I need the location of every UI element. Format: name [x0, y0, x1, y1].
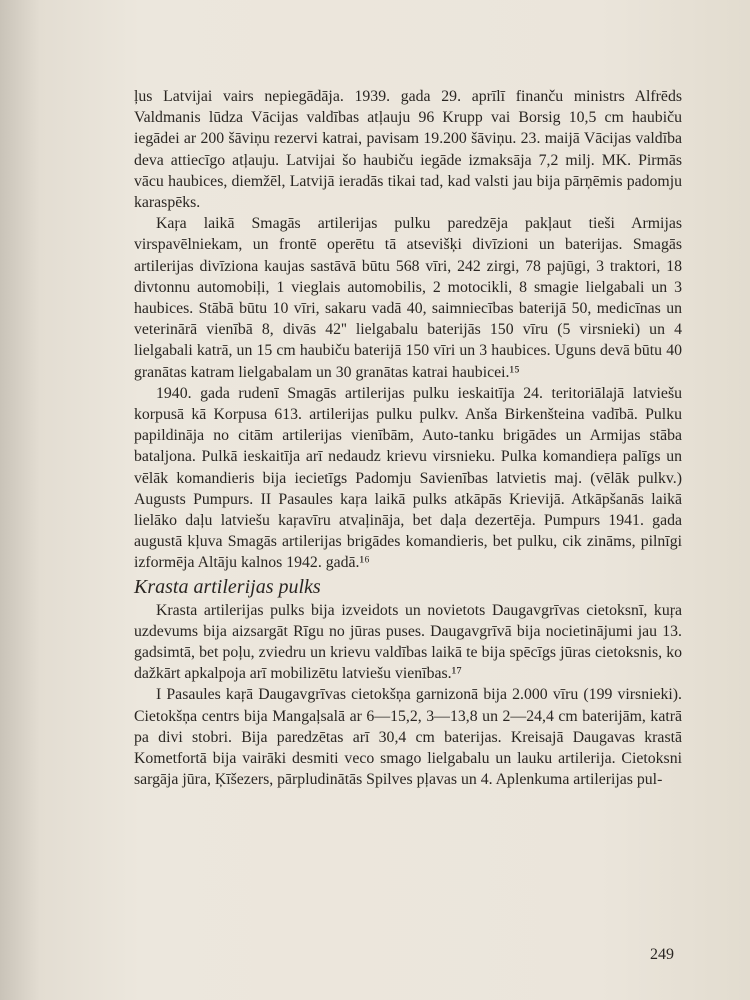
paragraph-2: Kaŗa laikā Smagās artilerijas pulku paredzēja pakļaut tieši Armijas virspavēlniekam, un frontē operētu tā atsevišķi divīzioni un baterijas. Smagās artilerijas divīziona kaujas sastāvā būtu 568 vīri, 242 zirgi, 78 pajūgi, 3 traktori, 18 divtonnu automobiļi, 1 vieglais automobilis, 2 motocikli, 8 smagie lielgabali un 3 haubices. Stābā būtu 10 vīri, sakaru vadā 40, saimniecības baterijā 50, medicīnas un veterinārā vienībā 8, divās 42'' lielgabalu baterijās 150 vīru (5 virsnieki) un 4 lielgabali katrā, un 15 cm haubiču baterijā 150 vīri un 3 haubices. Uguns devā būtu 40 granātas katram lielgabalam un 30 granātas katrai haubicei.¹⁵: [134, 215, 682, 381]
body-text: [134, 86, 682, 791]
page-number: 249: [650, 946, 674, 963]
section-heading: Krasta artilerijas pulks: [134, 575, 321, 598]
paragraph-3: 1940. gada rudenī Smagās artilerijas pulku ieskaitīja 24. teritoriālajā latviešu korpusā kā Korpusa 613. artilerijas pulku pulkv. Anša Birkenšteina vadībā. Pulku papildināja no citām artilerijas vienībām, Auto-tanku brigādes un Armijas stāba bataljona. Pulkā ieskaitīja arī nedaudz krievu virsnieku. Pulka komandieŗa palīgs un vēlāk komandieris bija iecietīgs Padomju Savienības latvietis maj. (vēlāk pulkv.) Augusts Pumpurs. II Pasaules kaŗa laikā pulks atkāpās Krievijā. Atkāpšanās laikā lielāko daļu latviešu kaŗavīru atvaļināja, bet daļa dezertēja. Pumpurs 1941. gada augustā kļuva Smagās artilerijas brigādes komandieris, bet pulku, cik zināms, pilnīgi izformēja Altāju kalnos 1942. gadā.¹⁶: [134, 384, 682, 572]
paragraph-4: Krasta artilerijas pulks bija izveidots un novietots Daugavgrīvas cietoksnī, kuŗa uzdevums bija aizsargāt Rīgu no jūras puses. Daugavgrīvā bija nocietinājumi jau 13. gadsimtā, bet poļu, zviedru un krievu valdības laikā te bija spēcīgs jūras cietoksnis, ko dažkārt apkalpoja arī mobilizētu latviešu vienības.¹⁷: [134, 601, 682, 683]
paragraph-5: I Pasaules kaŗā Daugavgrīvas cietokšņa garnizonā bija 2.000 vīru (199 virsnieki). Cietokšņa centrs bija Mangaļsalā ar 6—15,2, 3—13,8 un 2—24,4 cm baterijām, katrā pa divi stobri. Bija paredzētas arī 30,4 cm baterijas. Kreisajā Daugavas krastā Kometfortā bija vairāki desmiti veco smago lielgabalu un lauku artilerija. Cietoksni sargāja jūra, Ķīšezers, pārpludinātās Spilves pļavas un 4. Aplenkuma artilerijas pul-: [134, 686, 682, 789]
paragraph-1: ļus Latvijai vairs nepiegādāja. 1939. gada 29. aprīlī finanču ministrs Alfrēds Valdmanis lūdza Vācijas valdības atļauju 96 Krupp vai Borsig 10,5 cm haubiču iegādei ar 200 šāviņu rezervi katrai, pavisam 19.200 šāviņu. 23. maijā Vācijas valdība deva attiecīgo atļauju. Latvijai šo haubiču iegāde izmaksāja 7,2 milj. MK. Pirmās vācu haubices, diemžēl, Latvijā ieradās tikai tad, kad valsti jau bija pārņēmis padomju karaspēks.: [134, 88, 682, 212]
